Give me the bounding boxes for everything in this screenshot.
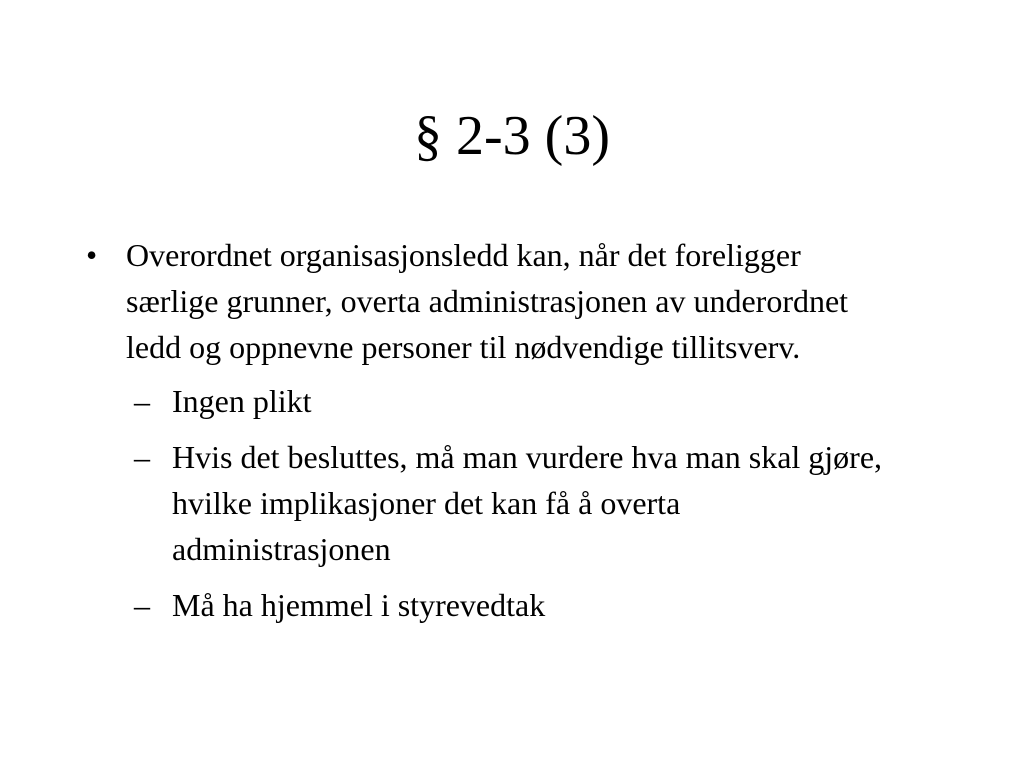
sub-bullet-item bbox=[86, 378, 966, 424]
slide-title: § 2-3 (3) bbox=[414, 105, 610, 167]
sub-bullet-text: Må ha hjemmel i styrevedtak bbox=[172, 587, 546, 623]
sub-bullet-item bbox=[86, 582, 966, 628]
sub-bullet-list bbox=[86, 378, 966, 628]
sub-bullet-marker: – bbox=[134, 383, 150, 419]
sub-bullet-marker: – bbox=[134, 587, 150, 623]
sub-bullet-text: Hvis det besluttes, må man vurdere hva man skal gjøre, hvilke implikasjoner det kan få å overta administrasjonen bbox=[172, 439, 883, 567]
sub-bullet-item bbox=[86, 434, 966, 572]
main-bullet-text: Overordnet organisasjonsledd kan, når det foreligger særlige grunner, overta administrasjonen av underordnet ledd og oppnevne personer til nødvendige tillitsverv. bbox=[126, 237, 849, 365]
sub-bullet-text: Ingen plikt bbox=[172, 383, 312, 419]
sub-bullet-marker: – bbox=[134, 439, 150, 475]
main-bullet bbox=[86, 232, 966, 370]
bullet-marker: • bbox=[86, 237, 98, 273]
slide-body bbox=[86, 232, 966, 638]
